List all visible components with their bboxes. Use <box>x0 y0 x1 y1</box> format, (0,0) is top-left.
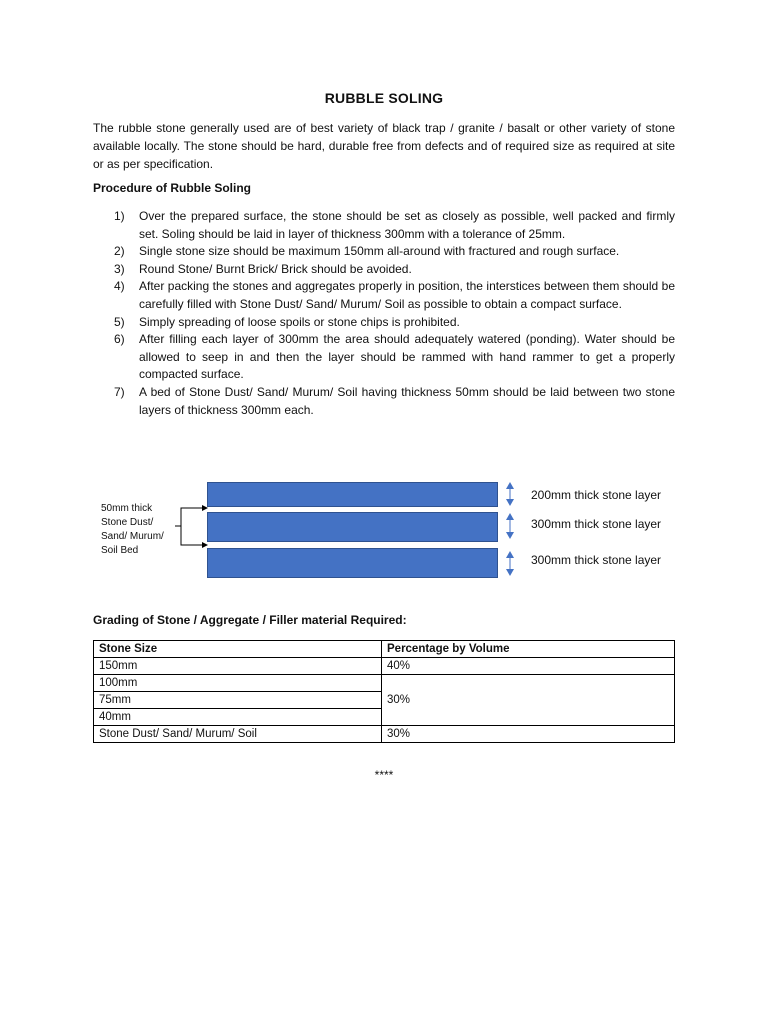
list-number: 6) <box>114 332 125 347</box>
dimension-arrow-bottom <box>506 551 514 576</box>
bed-label: 50mm thick Stone Dust/ Sand/ Murum/ Soil Bed <box>101 503 164 556</box>
stone-size-cell: 150mm <box>94 658 382 675</box>
dimension-arrow-top <box>506 482 514 506</box>
list-number: 3) <box>114 261 125 276</box>
list-number: 4) <box>114 279 125 294</box>
layer-label-top: 200mm thick stone layer <box>531 488 662 502</box>
list-text: Simply spreading of loose spoils or stone chips is prohibited. <box>139 314 460 329</box>
layer-label-middle: 300mm thick stone layer <box>531 517 662 531</box>
grading-heading: Grading of Stone / Aggregate / Filler material Required: <box>93 613 407 627</box>
table-header-row <box>94 641 675 658</box>
table-row <box>94 726 675 743</box>
list-number: 1) <box>114 209 125 223</box>
page-title: RUBBLE SOLING <box>324 90 444 106</box>
grading-table <box>93 640 675 743</box>
list-number: 7) <box>114 384 125 399</box>
percentage-cell: 30% <box>382 675 675 726</box>
stone-size-cell: 40mm <box>94 709 382 726</box>
percentage-cell: 40% <box>382 658 675 675</box>
table-row <box>94 658 675 675</box>
list-text: Round Stone/ Burnt Brick/ Brick should be avoided. <box>139 261 412 276</box>
stone-size-cell: 75mm <box>94 692 382 709</box>
percentage-cell: 30% <box>382 726 675 743</box>
list-text: A bed of Stone Dust/ Sand/ Murum/ Soil having thickness 50mm should be laid between two stone layers of thickness 300mm each. <box>139 384 675 417</box>
list-text: Over the prepared surface, the stone should be set as closely as possible, well packed and firmly set. Soling should be laid in layer of thickness 300mm with a tolerance of 25mm. <box>139 209 675 241</box>
end-marker: **** <box>374 768 394 782</box>
dimension-arrow-middle <box>506 513 514 539</box>
stone-size-cell: 100mm <box>94 675 382 692</box>
layer-label-bottom: 300mm thick stone layer <box>531 553 662 567</box>
procedure-heading: Procedure of Rubble Soling <box>93 181 252 195</box>
column-header-stone-size: Stone Size <box>94 641 382 658</box>
list-text: After packing the stones and aggregates properly in position, the interstices between them should be carefully filled with Stone Dust/ Sand/ Murum/ Soil as possible to obtain a compact surface. <box>139 279 675 311</box>
intro-paragraph: The rubble stone generally used are of best variety of black trap / granite / basalt or other variety of stone available locally. The stone should be hard, durable free from defects and of required size as required at site or as per specification. <box>93 121 675 171</box>
list-number: 5) <box>114 314 125 329</box>
list-number: 2) <box>114 244 125 259</box>
list-text: After filling each layer of 300mm the area should adequately watered (ponding). Water should be allowed to seep in and then the layer should be rammed with hand rammer to get a properly compacted surface. <box>139 332 675 382</box>
stone-size-cell: Stone Dust/ Sand/ Murum/ Soil <box>94 726 382 743</box>
table-row <box>94 675 675 692</box>
list-text: Single stone size should be maximum 150mm all-around with fractured and rough surface. <box>139 244 620 259</box>
column-header-percentage: Percentage by Volume <box>382 641 675 658</box>
